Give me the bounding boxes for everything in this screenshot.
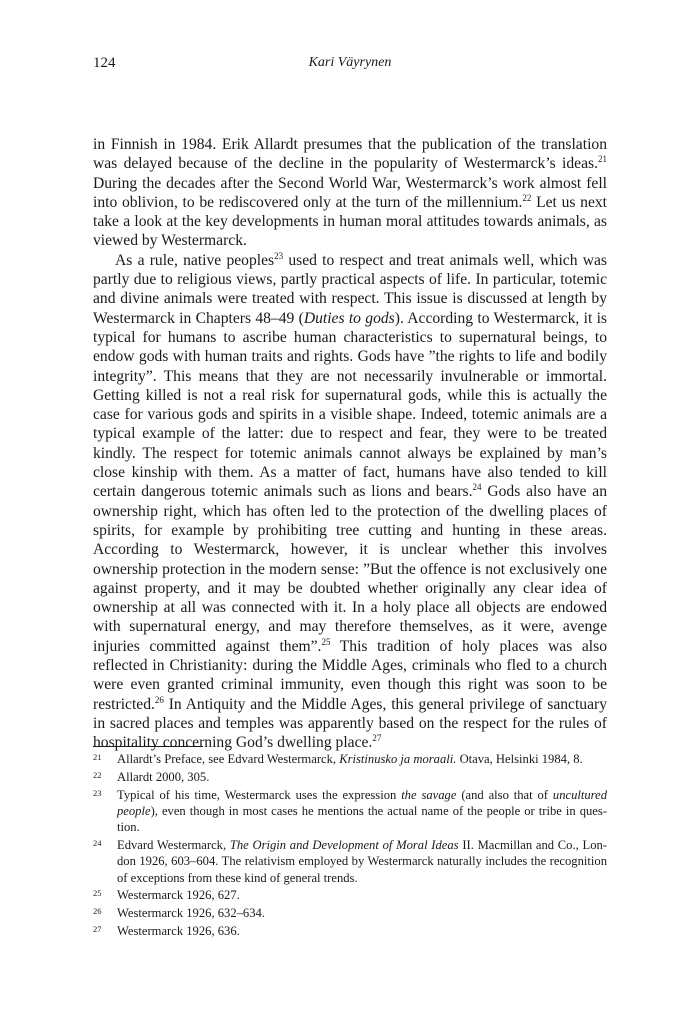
footnote-number: 22 [93,769,102,780]
text-run: ), even though in most cases he mentions the actual name of the people or tribe in question. [117,803,607,835]
text-run: II. Macmillan and Co., London 1926, 603–604. The relativism employed by Westermarck naturally includes the recognition of exceptions from these kind of general trends. [117,837,607,885]
footnote-number: 25 [93,888,102,899]
running-head: Kari Väyrynen [308,55,392,70]
text-run: Let us next take a look at the key developments in human moral attitudes towards animals, as viewed by Westermarck. [93,193,607,250]
footnote-26 [93,905,607,921]
text-run: ). According to Westermarck, it is typical for humans to ascribe human characteristics to supernatural beings, to endow gods with human traits and rights. Gods have ”the rights to life and bodily integrity”. This means that they are not necessarily invulnerable or immortal. Getting killed is not a real risk for supernatural gods, while this is actually the case for various gods and spirits in a visible shape. Indeed, totemic animals are a typical example of the latter: due to respect and fear, they were to be treated kindly. The respect for totemic animals cannot always be explained by man’s close kinship with them. As a matter of fact, humans have also tended to kill certain dangerous totemic animals such as lions and bears. [93,309,607,501]
footnote-number: 21 [93,752,102,762]
text-run: Gods also have an ownership right, which has often led to the protection of the dwelling places of spirits, for example by prohibiting tree cutting and hunting in these areas. According to Westermarck, however, it is unclear whether this involves ownership protection in the modern sense: ”But the offence is not exclusively one against property, and it may be doubted whether originally any clear idea of ownership at all was connected with it. In a holy place all objects are endowed with supernatural energy, and may therefore themselves, as it were, avenge injuries committed against them”. [93,483,607,655]
text-run: During the decades after the Second World War, Westermarck’s work almost fell into oblivion, to be rediscovered only at the turn of the millennium. [93,174,607,211]
footnote-22 [93,769,607,785]
footnote-ref-21[interactable]: 21 [598,154,607,165]
footnote-25 [93,887,607,903]
footnote-24 [93,837,607,886]
text-run: (and also that of [456,787,553,802]
footnote-ref-22[interactable]: 22 [522,192,532,203]
footnote-number: 26 [93,906,102,917]
footnote-number: 23 [93,787,102,798]
text-run: Otava, Helsinki 1984, 8. [456,752,583,766]
text-run: This tradition of holy places was also reflected in Christianity: during the Middle Ages, criminals who fled to a church were even granted criminal immunity, even though this right was soon to be restricted. [93,637,607,713]
paragraph-1 [93,135,607,251]
text-run: Typical of his time, Westermarck uses the expression [117,787,402,802]
text-run: Allardt’s Preface, see Edvard Westermarck, [117,752,340,766]
text-run: used to respect and treat animals well, which was partly due to religious views, partly practical aspects of life. In particular, totemic and divine animals were treated with respect. This issue is discussed at length by Westermarck in Chapters 48–49 ( [93,251,607,327]
footnotes [93,751,607,941]
text-run: Westermarck 1926, 636. [117,923,240,938]
text-run: in Finnish in 1984. Erik Allardt presumes that the publication of the translation was delayed because of the decline in the popularity of Westermarck’s ideas. [93,136,607,173]
italic-title: The Origin and Development of Moral Ideas [229,837,459,852]
italic-term: the savage [401,787,457,802]
italic-title: Kristinusko ja moraali. [339,752,457,766]
text-run: In Antiquity and the Middle Ages, this general privilege of sanctuary in sacred places and temples was apparently based on the respect for the rules of hospitality concerning God’s dwelling place. [93,695,607,752]
text-run: Edvard Westermarck, [117,837,230,852]
footnote-21 [93,751,607,767]
footnote-27 [93,923,607,939]
italic-term: uncultured people [117,787,607,818]
footnote-23 [93,787,607,836]
footnote-number: 27 [93,923,102,934]
footnote-ref-24[interactable]: 24 [472,482,482,493]
text-run: Westermarck 1926, 627. [117,888,240,903]
footnote-number: 24 [93,837,102,848]
footnote-ref-25[interactable]: 25 [321,636,331,647]
text-run: Allardt 2000, 305. [117,769,210,784]
text-run: Westermarck 1926, 632–634. [117,906,265,921]
footnote-separator [93,746,203,747]
footnote-ref-23[interactable]: 23 [274,250,284,261]
footnote-ref-26[interactable]: 26 [154,694,164,705]
main-text [93,135,607,753]
footnote-ref-27[interactable]: 27 [372,733,382,744]
paragraph-2 [93,251,607,753]
page-number: 124 [93,55,116,71]
text-run: As a rule, native peoples [115,251,275,269]
italic-title: Duties to gods [303,309,395,327]
